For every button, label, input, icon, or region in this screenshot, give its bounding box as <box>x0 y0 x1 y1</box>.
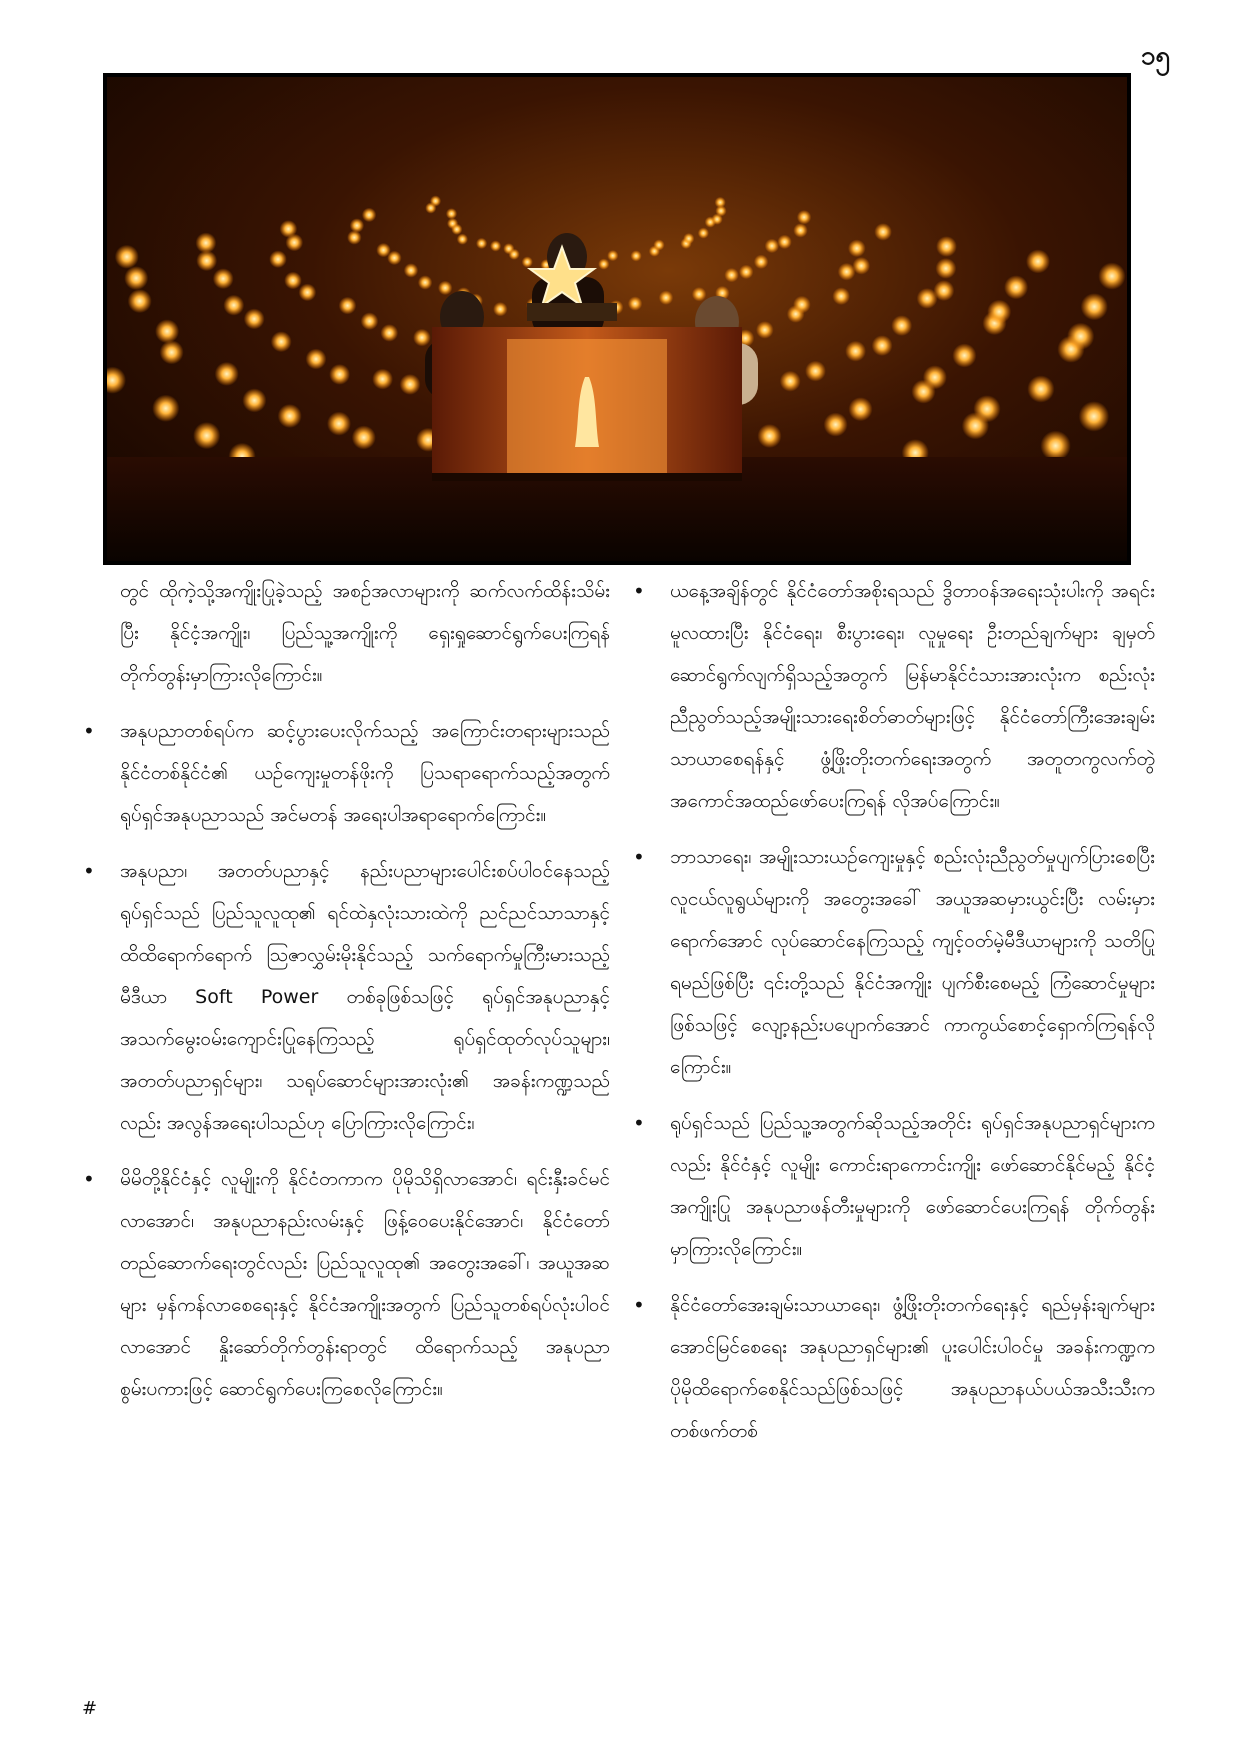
bullet-icon: • <box>633 1293 645 1317</box>
light-dot <box>872 335 893 356</box>
light-dot <box>215 362 239 386</box>
podium-base <box>432 473 742 481</box>
light-dot <box>244 309 265 330</box>
light-dot <box>845 341 866 362</box>
light-dot <box>715 197 726 208</box>
left-column <box>83 570 610 1424</box>
light-dot <box>923 365 947 389</box>
list-item <box>83 1158 610 1410</box>
bullet-icon: • <box>633 1111 645 1135</box>
list-item-text: မိမိတို့နိုင်ငံနှင့် လူမျိုးကို နိုင်ငံတကာက ပိုမိုသိရှိလာအောင်၊ ရင်းနှီးခင်မင်လာအောင်၊ အနုပညာနည်းလမ်းနှင့် ဖြန့်ဝေပေးနိုင်အောင်၊ နိုင်ငံတော်တည်ဆောက်ရေးတွင်လည်း ပြည်သူလူထု၏ အတွေးအခေါ်၊ အယူအဆများ မှန်ကန်လာစေရေးနှင့် နိုင်ငံအကျိုးအတွက် ပြည်သူတစ်ရပ်လုံးပါဝင်လာအောင် နှိုးဆော်တိုက်တွန်းရာတွင် ထိရောက်သည့် အနုပညာစွမ်းပကားဖြင့် ဆောင်ရွက်ပေးကြစေလိုကြောင်း။ <box>120 1168 610 1400</box>
bullet-icon: • <box>83 859 95 883</box>
light-dot <box>213 268 234 289</box>
light-dot <box>418 275 432 289</box>
light-dot <box>193 422 220 449</box>
light-dot <box>223 295 244 316</box>
light-dot <box>425 202 436 213</box>
light-dot <box>797 210 811 224</box>
light-dot <box>1079 401 1109 431</box>
light-dot <box>438 281 452 295</box>
bullet-icon: • <box>633 845 645 869</box>
light-dot <box>793 223 807 237</box>
light-dot <box>493 302 507 316</box>
light-dot <box>607 250 618 261</box>
light-dot <box>934 280 955 301</box>
list-item-text: ဘာသာရေး၊ အမျိုးသားယဉ်ကျေးမှုနှင့် စည်းလုံးညီညွတ်မှုပျက်ပြားစေပြီး လူငယ်လူရွယ်များကို အတွေးအခေါ် အယူအဆမှားယွင်းပြီး လမ်းမှားရောက်အောင် လုပ်ဆောင်နေကြသည့် ကျင့်ဝတ်မဲ့မီဒီယာများကို သတိပြုရမည်ဖြစ်ပြီး ၎င်းတို့သည် နိုင်ငံအကျိုး ပျက်စီးစေမည့် ကြံဆောင်မှုများဖြစ်သဖြင့် လျော့နည်းပပျောက်အောင် ကာကွယ်စောင့်ရှောက်ကြရန်လိုကြောင်း။ <box>670 846 1155 1078</box>
light-dot <box>128 289 152 313</box>
light-dot <box>780 371 801 392</box>
left-bullet-list <box>83 710 610 1410</box>
light-dot <box>361 312 379 330</box>
light-dot <box>400 374 421 395</box>
light-dot <box>457 234 468 245</box>
ceremony-stage-illustration <box>107 77 1127 561</box>
light-dot <box>793 296 811 314</box>
light-dot <box>271 331 292 352</box>
light-dot <box>849 397 873 421</box>
light-dot <box>754 255 768 269</box>
light-dot <box>1026 249 1050 273</box>
light-dot <box>987 300 1011 324</box>
light-dot <box>196 233 217 254</box>
light-dot <box>692 287 706 301</box>
light-dot <box>476 238 487 249</box>
right-bullet-list <box>633 570 1155 1452</box>
light-dot <box>347 230 361 244</box>
footer-marker: # <box>82 1698 98 1719</box>
light-dot <box>824 413 848 437</box>
right-column <box>633 570 1155 1466</box>
list-item <box>633 836 1155 1088</box>
list-item-text: ရုပ်ရှင်သည် ပြည်သူ့အတွက်ဆိုသည့်အတိုင်း ရုပ်ရှင်အနုပညာရှင်များကလည်း နိုင်ငံနှင့် လူမျိုး ကောင်းရာကောင်းကျိုး ဖော်ဆောင်နိုင်မည့် နိုင်ငံ့အကျိုးပြု အနုပညာဖန်တီးမှုများကို ဖော်ဆောင်ပေးကြရန် တိုက်တွန်းမှာကြားလိုကြောင်း။ <box>670 1112 1155 1260</box>
light-dot <box>739 265 753 279</box>
light-dot <box>160 340 184 364</box>
list-item <box>633 1284 1155 1452</box>
light-dot <box>1027 375 1054 402</box>
light-dot <box>446 208 457 219</box>
light-dot <box>758 424 782 448</box>
light-dot <box>848 240 866 258</box>
light-dot <box>387 251 401 265</box>
light-dot <box>196 250 217 271</box>
left-continuation-paragraph: တွင် ထိုကဲ့သို့အကျိုးပြုခဲ့သည့် အစဉ်အလာများကို ဆက်လက်ထိန်းသိမ်းပြီး နိုင်ငံ့အကျိုး၊ ပြည်သူ့အကျိုးကို ရှေးရှုဆောင်ရွက်ပေးကြရန် တိုက်တွန်းမှာကြားလိုကြောင်း။ <box>120 580 610 686</box>
list-item-text: အနုပညာ၊ အတတ်ပညာနှင့် နည်းပညာများပေါင်းစပ်ပါဝင်နေသည့် ရုပ်ရှင်သည် ပြည်သူလူထု၏ ရင်ထဲနှလုံးသားထဲကို ညင်ညင်သာသာနှင့် ထိထိရောက်ရောက် ဩဇာလွှမ်းမိုးနိုင်သည့် သက်ရောက်မှုကြီးမားသည့် မီဒီယာ Soft Power တစ်ခုဖြစ်သဖြင့် ရုပ်ရှင်အနုပညာနှင့်အသက်မွေးဝမ်းကျောင်းပြုနေကြသည့် ရုပ်ရှင်ထုတ်လုပ်သူများ၊ အတတ်ပညာရှင်များ၊ သရုပ်ဆောင်များအားလုံး၏ အခန်းကဏ္ဍသည်လည်း အလွန်အရေးပါသည်ဟု ပြောကြားလိုကြောင်း၊ <box>120 860 610 1134</box>
light-dot <box>891 315 912 336</box>
light-dot <box>683 233 694 244</box>
light-dot <box>306 349 327 370</box>
light-dot <box>329 364 350 385</box>
light-dot <box>451 224 462 235</box>
light-dot <box>362 208 376 222</box>
light-dot <box>381 324 399 342</box>
light-dot <box>372 369 393 390</box>
light-dot <box>698 228 709 239</box>
light-dot <box>115 245 139 269</box>
light-dot <box>1067 323 1094 350</box>
list-item-text: အနုပညာတစ်ရပ်က ဆင့်ပွားပေးလိုက်သည့် အကြောင်းတရားများသည် နိုင်ငံတစ်နိုင်ငံ၏ ယဉ်ကျေးမှုတန်ဖိုးကို ပြသရာရောက်သည့်အတွက် ရုပ်ရှင်အနုပညာသည် အင်မတန် အရေးပါအရာရောက်ကြောင်း။ <box>120 720 610 826</box>
light-dot <box>278 404 302 428</box>
list-item-text: ယနေ့အချိန်တွင် နိုင်ငံတော်အစိုးရသည် ဒွိတာဝန်အရေးသုံးပါးကို အရင်းမူလထားပြီး နိုင်ငံရေး၊ စီးပွားရေး၊ လူမှုရေး ဦးတည်ချက်များ ချမှတ်ဆောင်ရွက်လျက်ရှိသည့်အတွက် မြန်မာနိုင်ငံသားအားလုံးက စည်းလုံးညီညွတ်သည့်အမျိုးသားရေးစိတ်ဓာတ်များဖြင့် နိုင်ငံတော်ကြီးအေးချမ်းသာယာစေရန်နှင့် ဖွံ့ဖြိုးတိုးတက်ရေးအတွက် အတူတကွလက်တွဲ အကောင်အထည်ဖော်ပေးကြရန် လိုအပ်ကြောင်း။ <box>670 580 1155 812</box>
light-dot <box>936 258 957 279</box>
list-item-text: နိုင်ငံတော်အေးချမ်းသာယာရေး၊ ဖွံ့ဖြိုးတိုးတက်ရေးနှင့် ရည်မှန်းချက်များအောင်မြင်စေရေး အနုပညာရှင်များ၏ ပူးပေါင်းပါဝင်မှု အခန်းကဏ္ဍက ပိုမိုထိရောက်စေနိုင်သည်ဖြစ်သဖြင့် အနုပညာနယ်ပယ်အသီးသီးက တစ်ဖက်တစ် <box>670 1294 1155 1442</box>
bullet-icon: • <box>633 579 645 603</box>
light-dot <box>598 259 609 270</box>
light-dot <box>152 395 179 422</box>
light-dot <box>659 291 673 305</box>
light-dot <box>874 223 892 241</box>
ceremony-photo <box>103 73 1131 565</box>
bullet-icon: • <box>83 719 95 743</box>
light-dot <box>155 319 179 343</box>
light-dot <box>1081 293 1108 320</box>
list-item <box>83 710 610 836</box>
light-dot <box>1040 431 1070 461</box>
light-dot <box>509 249 520 260</box>
light-dot <box>777 235 791 249</box>
light-dot <box>832 287 850 305</box>
light-dot <box>936 236 957 257</box>
light-dot <box>1004 275 1028 299</box>
light-dot <box>269 250 287 268</box>
light-dot <box>490 240 501 251</box>
light-dot <box>628 296 642 310</box>
light-dot <box>724 268 738 282</box>
light-dot <box>522 256 533 267</box>
light-dot <box>339 297 357 315</box>
light-dot <box>286 234 304 252</box>
light-dot <box>653 239 664 250</box>
list-item <box>633 570 1155 822</box>
light-dot <box>765 239 779 253</box>
light-dot <box>631 250 642 261</box>
light-dot <box>107 367 126 394</box>
light-dot <box>1098 263 1125 290</box>
light-dot <box>756 321 774 339</box>
light-dot <box>853 257 871 275</box>
light-dot <box>952 344 976 368</box>
light-dot <box>350 218 364 232</box>
light-dot <box>805 361 826 382</box>
light-dot <box>352 426 376 450</box>
light-dot <box>404 263 418 277</box>
light-dot <box>124 266 148 290</box>
light-dot <box>299 284 317 302</box>
light-dot <box>973 395 1000 422</box>
light-dot <box>242 388 266 412</box>
page-number: ၁၅ <box>1140 41 1170 71</box>
bullet-icon: • <box>83 1167 95 1191</box>
light-dot <box>327 412 351 436</box>
trophy-stand <box>527 303 617 321</box>
light-dot <box>413 329 431 347</box>
light-dot <box>284 272 302 290</box>
list-item <box>83 850 610 1144</box>
list-item <box>633 1102 1155 1270</box>
